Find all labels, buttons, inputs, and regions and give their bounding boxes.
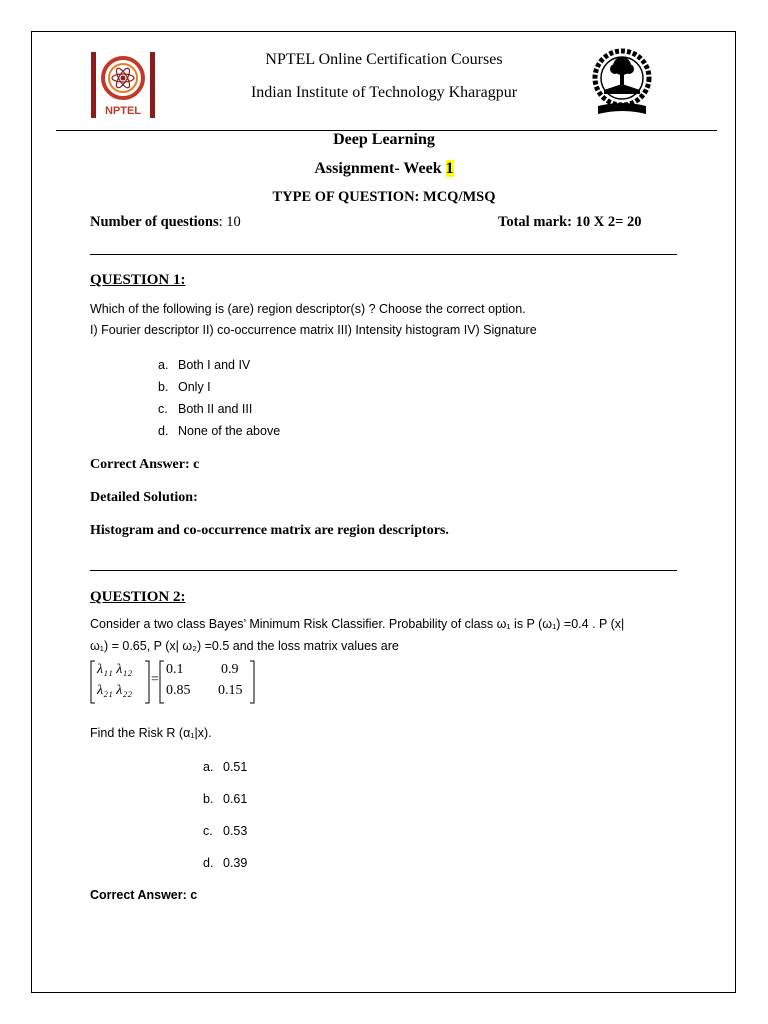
q1-option-c: c. Both II and III [158,402,253,416]
q2-option-b: b. 0.61 [203,792,248,806]
q1-correct-answer: Correct Answer: c [90,457,200,472]
matrix-rhs-12: 0.9 [221,662,239,677]
number-of-questions [90,214,241,231]
q2-text-line1: Consider a two class Bayes’ Minimum Risk Classifier. Probability of class ω₁ is P (ω₁) =0.4 . P (x| [90,617,625,631]
q2-option-d: d. 0.39 [203,856,248,870]
q2-find: Find the Risk R (α₁|x). [90,726,212,740]
assignment-title [0,160,768,178]
q2-option-c: c. 0.53 [203,824,248,838]
q1-solution-label: Detailed Solution: [90,490,198,505]
nptel-logo-text: NPTEL [104,105,142,117]
q1-solution: Histogram and co-occurrence matrix are region descriptors. [90,523,449,538]
course-title: Deep Learning [333,131,435,148]
num-questions-label: Number of questions [90,214,219,230]
q2-correct-answer: Correct Answer: c [90,888,198,902]
num-questions-value: : 10 [218,214,241,230]
loss-matrix [90,660,262,704]
assignment-week: 1 [445,160,454,177]
q1-option-a: a. Both I and IV [158,358,251,372]
header-org-line1: NPTEL Online Certification Courses [265,51,503,68]
q1-text-line1: Which of the following is (are) region descriptor(s) ? Choose the correct option. [90,302,526,316]
q2-text-line2: ω₁) = 0.65, P (x| ω₂) =0.5 and the loss matrix values are [90,639,399,653]
header-org-line2: Indian Institute of Technology Kharagpur [250,84,518,101]
assignment-prefix: Assignment- Week [314,160,446,177]
matrix-rhs-11: 0.1 [166,662,184,677]
question-type: TYPE OF QUESTION: MCQ/MSQ [272,189,496,205]
divider-2 [90,570,677,571]
matrix-rhs-22: 0.15 [218,683,243,698]
q1-option-d: d. None of the above [158,424,281,438]
q2-option-a: a. 0.51 [203,760,248,774]
matrix-rhs-21: 0.85 [166,683,191,698]
q1-option-b: b. Only I [158,380,211,394]
matrix-lhs-row2: λ₂₁ λ₂₂ [97,683,133,698]
total-mark: Total mark: 10 X 2= 20 [498,214,642,230]
matrix-equals: = [151,672,159,687]
q1-text-line2: I) Fourier descriptor II) co-occurrence matrix III) Intensity histogram IV) Signature [90,323,537,337]
q2-title: QUESTION 2: [90,589,186,605]
matrix-lhs-row1: λ₁₁ λ₁₂ [97,662,133,677]
divider-1 [90,254,677,255]
q1-title: QUESTION 1: [90,272,186,288]
